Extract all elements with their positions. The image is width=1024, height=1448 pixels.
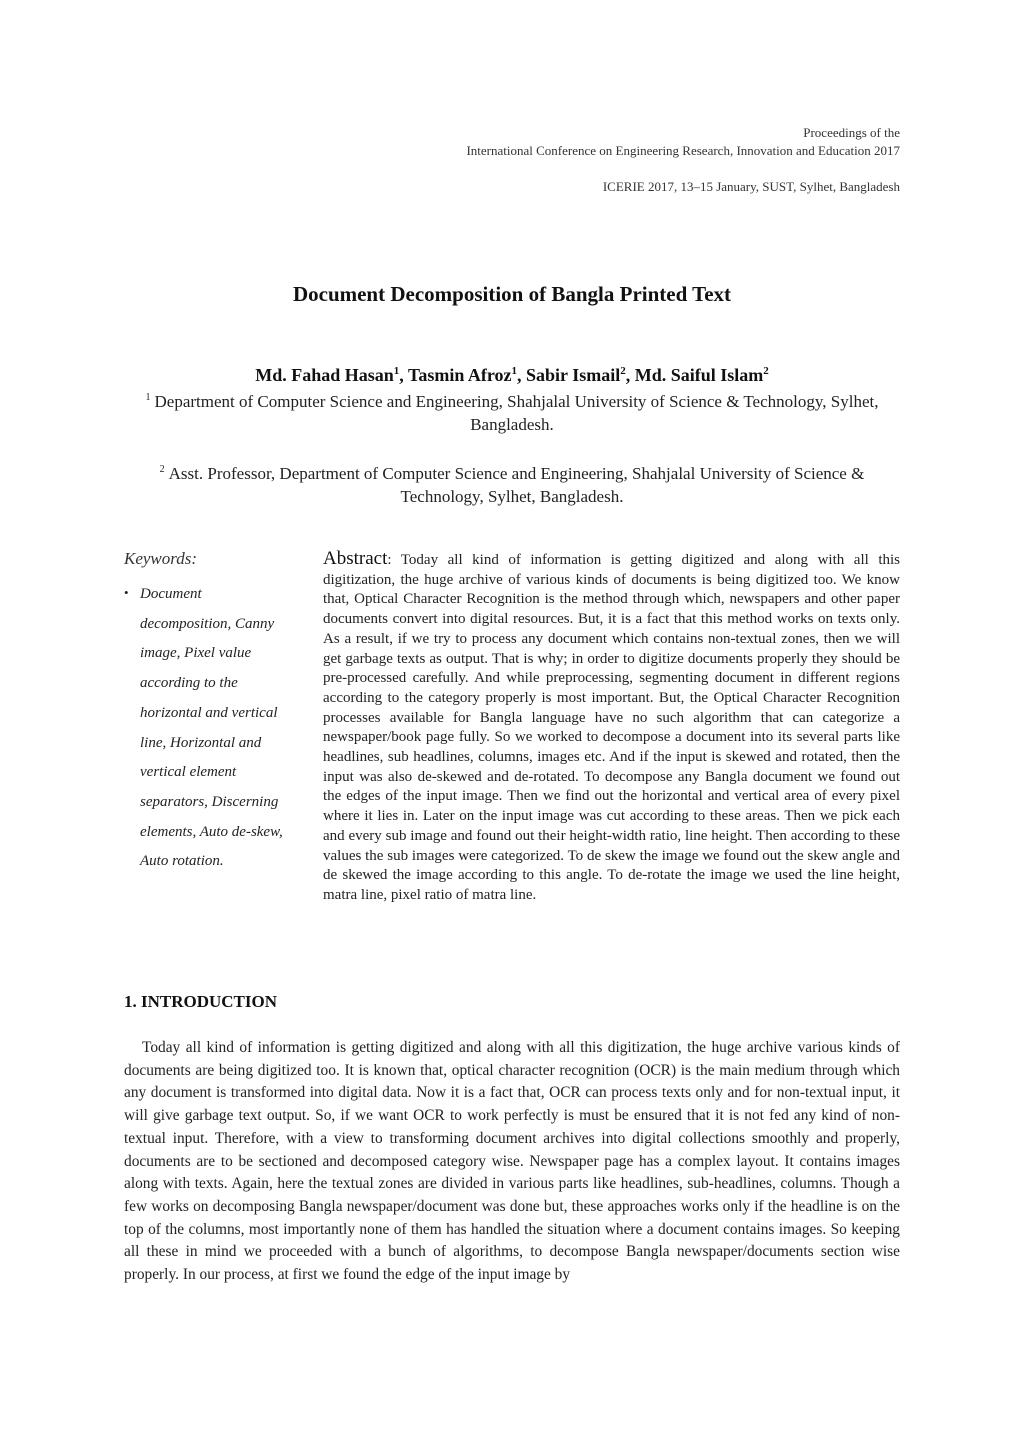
author-name: Md. Saiful Islam [634, 365, 764, 385]
author-name: Md. Fahad Hasan [255, 365, 394, 385]
author-separator: , [625, 365, 635, 385]
author-list [0, 365, 1024, 386]
proceedings-line-2: International Conference on Engineering Research, Innovation and Education 2017 [466, 143, 900, 158]
author-affiliation-mark: 2 [763, 365, 769, 377]
affiliation-1 [124, 390, 900, 436]
affiliation-mark: 2 [159, 464, 165, 476]
affiliation-2 [124, 462, 900, 508]
paper-title: Document Decomposition of Bangla Printed Text [292, 282, 732, 306]
keywords-list: Document decomposition, Canny image, Pixel value according to the horizontal and vertical line, Horizontal and vertical element separators, Discerning elements, Auto de-skew, Auto rotation. [140, 586, 283, 870]
keywords-heading: Keywords: [124, 549, 198, 568]
author-separator: , [517, 365, 527, 385]
author-affiliation-mark: 1 [511, 365, 518, 377]
author-name: Tasmin Afroz [407, 365, 512, 385]
abstract [323, 549, 900, 906]
affiliation-text: Asst. Professor, Department of Computer Science and Engineering, Shahjalal University of Science & Technology, Sylhet, Bangladesh. [168, 464, 865, 506]
author-affiliation-mark: 2 [620, 365, 626, 377]
abstract-text: Today all kind of information is getting digitized and along with all this digitization, the huge archive of various kinds of documents is being digitized too. We know that, Optical Character Recognition is the method through which, newspapers and other paper documents convert into digital resources. But, it is a fact that this method works on texts only. As a result, if we try to process any document which contains non-textual zones, then we will get garbage texts as output. That is why; in order to digitize documents properly they should be pre-processed carefully. And while preprocessing, segmenting document in different regions according to the category properly is most important. But, the Optical Character Recognition processes available for Bangla language have no such algorithm that can categorize a newspaper/book page fully. So we worked to decompose a document into its several parts like headlines, sub headlines, columns, images etc. And if the input is skewed and rotated, then the input was also de-skewed and de-rotated. To decompose any Bangla document we found out the edges of the input image. Then we find out the horizontal and vertical area of every pixel where it lies in. Later on the input image was cut according to these areas. Then we pick each and every sub image and found out their height-width ratio, line height. Then according to these values the sub images were categorized. To de skew the image we found out the skew angle and de skewed the image according to this angle. To de-rotate the image we used the line height, matra line, pixel ratio of matra line. [323, 552, 900, 903]
affiliation-text: Department of Computer Science and Engineering, Shahjalal University of Science & Technology, Sylhet, Bangladesh. [154, 392, 879, 434]
author-name: Sabir Ismail [526, 365, 621, 385]
conference-info: ICERIE 2017, 13–15 January, SUST, Sylhet, Bangladesh [602, 179, 900, 194]
proceedings-line-1: Proceedings of the [803, 125, 900, 140]
abstract-heading: Abstract [323, 548, 388, 569]
author-affiliation-mark: 1 [393, 365, 400, 377]
affiliation-mark: 1 [145, 392, 151, 404]
author-separator: , [399, 365, 408, 385]
introduction-paragraph: Today all kind of information is getting digitized and along with all this digitization, the huge archive various kinds of documents are being digitized too. It is known that, optical character recognition (OCR) is the main medium through which any document is transformed into digital data. Now it is a fact that, OCR can process texts only and for non-textual input, it will give garbage text output. So, if we want OCR to work perfectly is must be ensured that it is not fed any kind of non-textual input. Therefore, with a view to transforming document archives into digital collections smoothly and properly, documents are to be sectioned and decomposed category wise. Newspaper page has a complex layout. It contains images along with texts. Again, here the textual zones are divided in various parts like headlines, sub-headlines, columns. Though a few works on decomposing Bangla newspaper/document was done but, these approaches works only if the headline is on the top of the columns, most importantly none of them has handled the situation where a document contains images. So keeping all these in mind we proceeded with a bunch of algorithms, to decompose Bangla newspaper/documents section wise properly. In our process, at first we found the edge of the input image by [124, 1039, 900, 1284]
section-heading-introduction: 1. INTRODUCTION [124, 992, 278, 1011]
keyword-bullet-icon: • [124, 585, 129, 600]
abstract-colon: : [387, 552, 401, 568]
